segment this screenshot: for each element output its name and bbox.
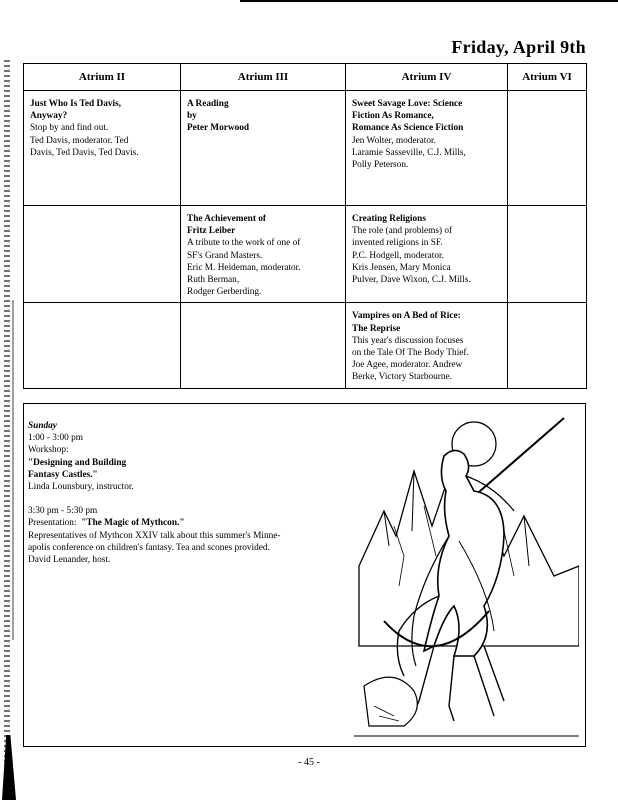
- session-detail: Ruth Berman,: [187, 275, 240, 286]
- presentation-time: 3:30 pm - 5:30 pm: [28, 506, 98, 517]
- scan-binding-edge: [4, 60, 10, 800]
- session-detail: This year's discussion focuses: [352, 335, 464, 346]
- session-cell: [24, 91, 181, 206]
- empty-cell: [508, 91, 587, 206]
- header-row: [24, 64, 587, 91]
- table-row: [24, 206, 587, 303]
- session-detail: Kris Jensen, Mary Monica: [352, 262, 451, 273]
- workshop-title: Fantasy Castles.": [28, 469, 98, 480]
- page-number: - 45 -: [298, 757, 320, 768]
- empty-cell: [24, 206, 181, 303]
- session-detail: SF's Grand Masters.: [187, 250, 263, 261]
- session-detail: Stop by and find out.: [30, 123, 109, 134]
- empty-cell: [508, 303, 587, 388]
- session-detail: Joe Agee, moderator. Andrew: [352, 360, 463, 371]
- session-title: Vampires on A Bed of Rice:: [352, 311, 461, 322]
- presentation-type: Presentation:: [28, 518, 77, 529]
- empty-cell: [181, 303, 346, 388]
- session-title: Just Who Is Ted Davis,: [30, 99, 122, 109]
- presentation-desc: Representatives of Mythcon XXIV talk about this summer's Minne-: [28, 530, 281, 541]
- presentation-title: "The Magic of Mythcon.": [81, 518, 185, 529]
- session-title: Romance As Science Fiction: [352, 123, 464, 134]
- session-detail: Berke, Victory Starbourne.: [352, 372, 452, 383]
- sunday-heading: Sunday: [28, 421, 57, 431]
- column-header: Atrium II: [24, 64, 181, 91]
- session-cell: [181, 206, 346, 303]
- session-title: Peter Morwood: [187, 123, 250, 134]
- session-detail: Jen Wolter, moderator.: [352, 135, 436, 146]
- session-title: A Reading: [187, 99, 229, 109]
- session-cell: [346, 303, 508, 388]
- session-detail: invented religions in SF.: [352, 238, 443, 249]
- session-title: by: [187, 111, 197, 122]
- presentation-line: [28, 517, 348, 529]
- top-rule: [240, 0, 618, 2]
- session-cell: [346, 91, 508, 206]
- sunday-schedule: [28, 420, 348, 566]
- session-title: Fritz Leiber: [187, 226, 236, 237]
- session-title: Fiction As Romance,: [352, 111, 434, 122]
- session-detail: Davis, Ted Davis, Ted Davis.: [30, 147, 139, 158]
- session-detail: A tribute to the work of one of: [187, 238, 301, 249]
- day-title: Friday, April 9th: [451, 37, 586, 57]
- table-row: [24, 303, 587, 388]
- workshop-host: Linda Lounsbury, instructor.: [28, 482, 134, 493]
- empty-cell: [508, 206, 587, 303]
- session-detail: Pulver, Dave Wixon, C.J. Mills.: [352, 275, 471, 286]
- session-title: The Achievement of: [187, 214, 267, 224]
- session-cell: [181, 91, 346, 206]
- column-header: Atrium III: [181, 64, 346, 91]
- empty-cell: [24, 303, 181, 388]
- session-detail: on the Tale Of The Body Thief.: [352, 348, 469, 359]
- table-row: [24, 91, 587, 206]
- sunday-box: [23, 403, 586, 747]
- scan-binding-line: [12, 300, 14, 640]
- session-title: Sweet Savage Love: Science: [352, 99, 463, 109]
- workshop-time: 1:00 - 3:00 pm: [28, 433, 84, 444]
- centaur-illustration: [354, 416, 579, 741]
- column-header: Atrium VI: [508, 64, 587, 91]
- schedule-table: [23, 63, 587, 389]
- session-detail: Polly Peterson.: [352, 160, 409, 171]
- presentation-desc: apolis conference on children's fantasy. Tea and scones provided.: [28, 542, 270, 553]
- workshop-title: "Designing and Building: [28, 457, 127, 468]
- session-cell: [346, 206, 508, 303]
- workshop-type: Workshop:: [28, 445, 69, 456]
- session-detail: Rodger Gerberding.: [187, 287, 262, 298]
- session-title: Creating Religions: [352, 214, 426, 224]
- presentation-host: David Lenander, host.: [28, 555, 111, 566]
- session-detail: P.C. Hodgell, moderator.: [352, 250, 444, 261]
- column-header: Atrium IV: [346, 64, 508, 91]
- session-title: Anyway?: [30, 111, 68, 122]
- session-detail: Ted Davis, moderator. Ted: [30, 135, 129, 146]
- session-title: The Reprise: [352, 323, 401, 334]
- session-detail: Eric M. Heideman, moderator.: [187, 262, 301, 273]
- session-detail: Laramie Sasseville, C.J. Mills,: [352, 147, 466, 158]
- session-detail: The role (and problems) of: [352, 226, 453, 237]
